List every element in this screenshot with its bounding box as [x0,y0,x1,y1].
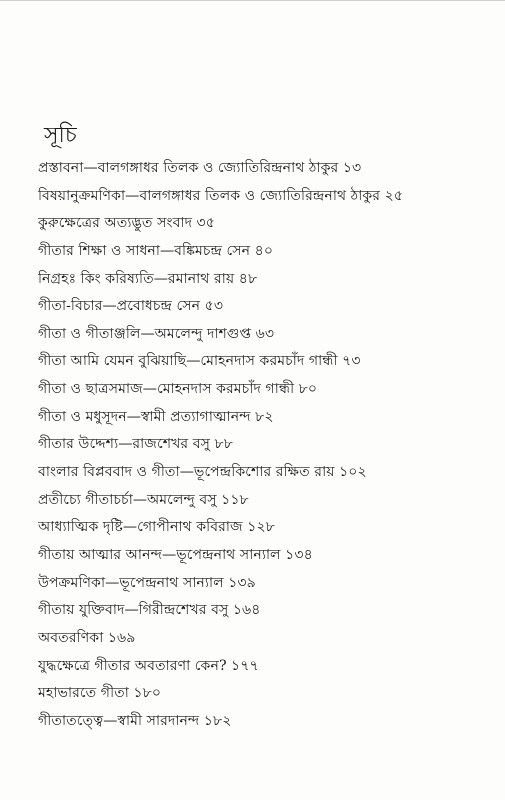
toc-entry: উপক্রমণিকা—ভূপেন্দ্রনাথ সান্যাল ১৩৯ [38,574,256,591]
toc-entry: গীতার উদ্দেশ্য—রাজশেখর বসু ৮৮ [38,436,233,453]
contents-list [38,158,478,738]
toc-entry: নিগ্রহঃ কিং করিষ্যতি—রমানাথ রায় ৪৮ [38,270,258,287]
toc-entry: যুদ্ধক্ষেত্রে গীতার অবতারণা কেন? ১৭৭ [38,657,259,674]
toc-entry: প্রস্তাবনা—বালগঙ্গাধর তিলক ও জ্যোতিরিন্দ্রনাথ ঠাকুর ১৩ [38,160,362,176]
toc-entry: গীতা আমি যেমন বুঝিয়াছি—মোহনদাস করমচাঁদ গান্ধী ৭৩ [38,353,361,370]
toc-entry: গীতায় যুক্তিবাদ—গিরীন্দ্রশেখর বসু ১৬৪ [38,602,261,619]
toc-entry: অবতরণিকা ১৬৯ [38,629,136,646]
toc-entry: প্রতীচ্যে গীতাচর্চা—অমলেন্দু বসু ১১৮ [38,491,249,508]
toc-entry: গীতার শিক্ষা ও সাধনা—বঙ্কিমচন্দ্র সেন ৪০ [38,242,274,259]
toc-entry: আধ্যাত্মিক দৃষ্টি—গোপীনাথ কবিরাজ ১২৮ [38,519,275,536]
toc-entry: গীতা ও মধুসূদন—স্বামী প্রত্যাগাত্মানন্দ ৮২ [38,408,274,425]
toc-entry: বাংলার বিপ্লববাদ ও গীতা—ভূপেন্দ্রকিশোর রক্ষিত রায় ১০২ [38,464,367,481]
toc-entry: বিষয়ানুক্রমণিকা—বালগঙ্গাধর তিলক ও জ্যোতিরিন্দ্রনাথ ঠাকুর ২৫ [38,187,404,204]
toc-entry: গীতাতত্ত্বে—স্বামী সারদানন্দ ১৮২ [38,712,232,729]
toc-entry: গীতা ও ছাত্রসমাজ—মোহনদাস করমচাঁদ গান্ধী ৮০ [38,381,318,398]
toc-entry: গীতায় আত্মার আনন্দ—ভূপেন্দ্রনাথ সান্যাল ১৩৪ [38,546,313,563]
toc-entry: গীতা ও গীতাঞ্জলি—অমলেন্দু দাশগুপ্ত ৬৩ [38,325,275,342]
contents-heading: সূচি [44,123,77,148]
toc-entry: গীতা-বিচার—প্রবোধচন্দ্র সেন ৫৩ [38,298,224,315]
toc-entry: কুরুক্ষেত্রের অত্যদ্ভুত সংবাদ ৩৫ [38,215,215,232]
page-top-edge [0,0,505,1]
toc-entry: মহাভারতে গীতা ১৮০ [38,685,162,702]
